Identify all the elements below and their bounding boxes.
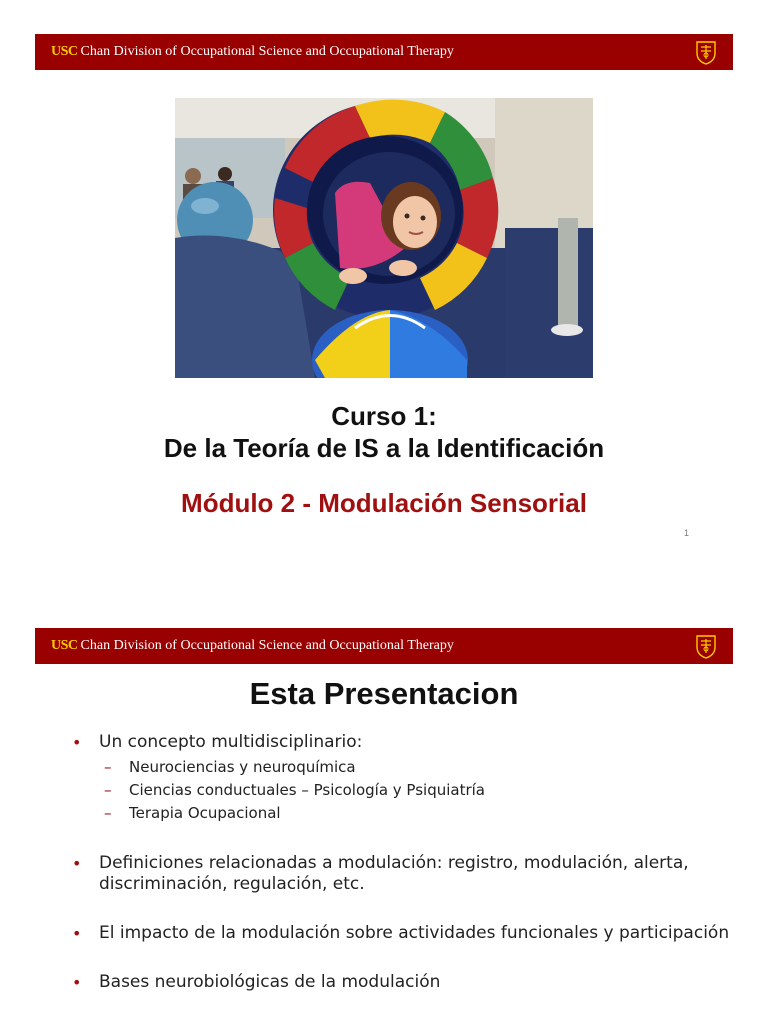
bullet-item: • Un concepto multidisciplinario: <box>70 732 730 753</box>
sub-bullet-item: – Ciencias conductuales – Psicología y Psiquiatría <box>70 779 730 802</box>
usc-seal-icon <box>695 633 717 659</box>
course-title-line1: Curso 1: <box>331 401 437 431</box>
course-title <box>0 400 768 464</box>
sub-bullet-item: – Terapia Ocupacional <box>70 802 730 825</box>
usc-logo-text: USC <box>51 638 78 653</box>
header-banner <box>35 628 733 664</box>
module-subtitle: Módulo 2 - Modulación Sensorial <box>181 488 587 518</box>
bullet-list <box>70 732 730 993</box>
slide-2 <box>0 594 768 1024</box>
division-name: Chan Division of Occupational Science and Occupational Therapy <box>80 638 454 653</box>
usc-logo-text: USC <box>51 44 78 59</box>
division-name: Chan Division of Occupational Science and Occupational Therapy <box>80 44 454 59</box>
bullet-item: • Definiciones relacionadas a modulación: registro, modulación, alerta, discriminación, regulación, etc. <box>70 853 730 895</box>
child-in-tunnel-photo <box>175 98 593 378</box>
course-title-line2: De la Teoría de IS a la Identificación <box>163 433 605 463</box>
page-number: 1 <box>684 528 690 538</box>
usc-seal-icon <box>695 39 717 65</box>
slide-title: Esta Presentacion <box>249 676 519 711</box>
header-banner <box>35 34 733 70</box>
sub-bullet-item: – Neurociencias y neuroquímica <box>70 756 730 779</box>
bullet-item: • Bases neurobiológicas de la modulación <box>70 972 730 993</box>
bullet-item: • El impacto de la modulación sobre actividades funcionales y participación <box>70 923 730 944</box>
